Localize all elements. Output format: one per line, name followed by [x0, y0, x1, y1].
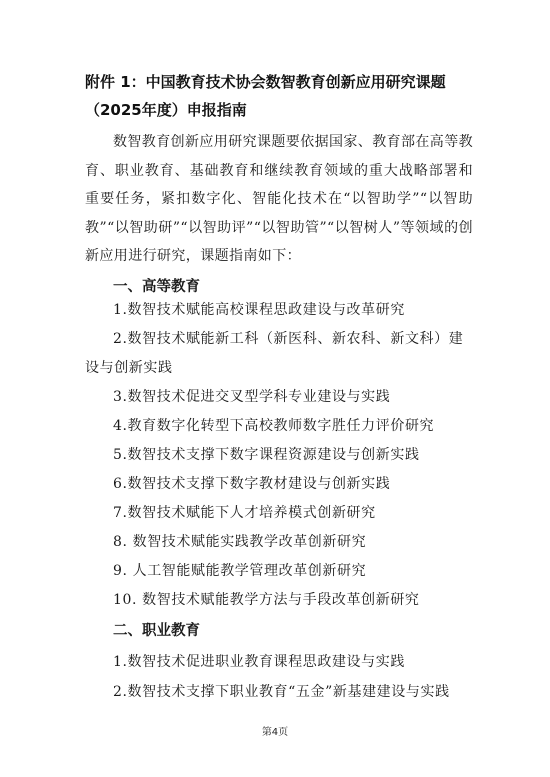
list-item: 1.数智技术促进职业教育课程思政建设与实践	[113, 654, 405, 670]
list-item: 2.数智技术支撑下职业教育“五金”新基建建设与实践	[113, 684, 450, 700]
list-item: 6.数智技术支撑下数字教材建设与创新实践	[113, 476, 391, 492]
intro-paragraph: 数智教育创新应用研究课题要依据国家、教育部在高等教育、职业教育、基础教育和继续教育领域的重大战略部署和重要任务，紧扣数字化、智能化技术在“以智助学”“以智助教”“以智助研”“以智助评”“以智助管”“以智树人”等领域的创新应用进行研究，课题指南如下：	[85, 134, 473, 264]
list-item: 9. 人工智能赋能教学管理改革创新研究	[113, 563, 367, 579]
list-item: 7.数智技术赋能下人才培养模式创新研究	[113, 505, 376, 521]
list-item: 2.数智技术赋能新工科（新医科、新农科、新文科）建设与创新实践	[85, 331, 464, 376]
list-item: 4.教育数字化转型下高校教师数字胜任力评价研究	[113, 418, 435, 434]
list-item: 8. 数智技术赋能实践教学改革创新研究	[113, 534, 367, 550]
list-item: 5.数智技术支撑下数字课程资源建设与创新实践	[113, 447, 420, 463]
list-item: 10. 数智技术赋能教学方法与手段改革创新研究	[113, 592, 420, 608]
list-item: 1.数智技术赋能高校课程思政建设与改革研究	[113, 302, 405, 318]
section-heading-vocational-education: 二、职业教育	[113, 623, 200, 639]
document-title: 附件 1：中国教育技术协会数智教育创新应用研究课题（2025年度）申报指南	[85, 73, 446, 119]
list-item: 3.数智技术促进交叉型学科专业建设与实践	[113, 389, 391, 405]
page-number: 第4页	[261, 727, 289, 738]
section-heading-higher-education: 一、高等教育	[113, 279, 200, 295]
